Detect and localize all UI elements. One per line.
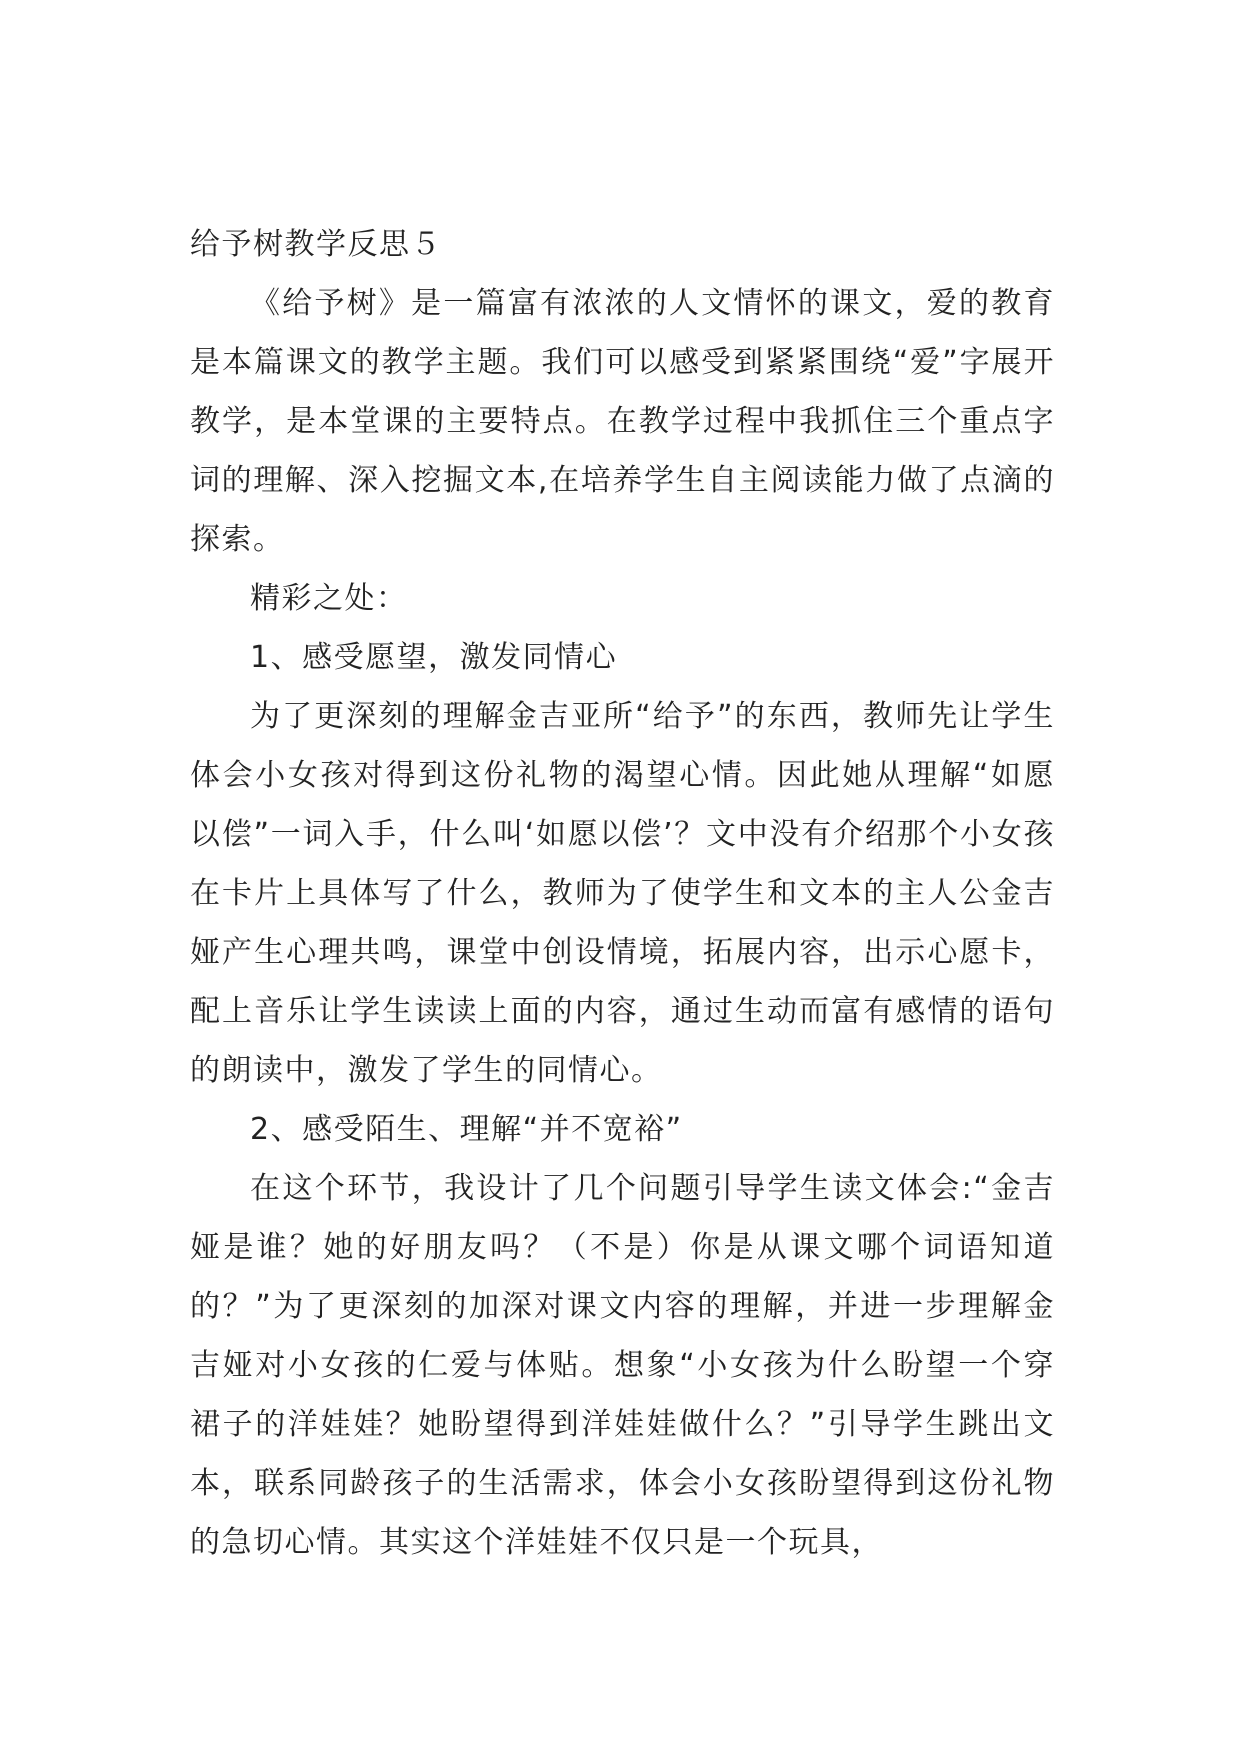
document-title: 给予树教学反思５: [190, 227, 442, 262]
paragraph-section-1-heading: 1、感受愿望，激发同情心: [250, 640, 618, 675]
paragraph-section-1-body: 为了更深刻的理解金吉亚所“给予”的东西，教师先让学生体会小女孩对得到这份礼物的渴望心情。因此她从理解“如愿以偿”一词入手，什么叫‘如愿以偿’？文中没有介绍那个小女孩在卡片上具体写了什么，教师为了使学生和文本的主人公金吉娅产生心理共鸣，课堂中创设情境，拓展内容，出示心愿卡，配上音乐让学生读读上面的内容，通过生动而富有感情的语句的朗读中，激发了学生的同情心。: [190, 699, 1055, 1088]
paragraph-section-2-heading: 2、感受陌生、理解“并不宽裕”: [250, 1112, 683, 1147]
paragraph-intro: 《给予树》是一篇富有浓浓的人文情怀的课文，爱的教育是本篇课文的教学主题。我们可以感受到紧紧围绕“爱”字展开教学，是本堂课的主要特点。在教学过程中我抓住三个重点字词的理解、深入挖掘文本,在培养学生自主阅读能力做了点滴的探索。: [190, 286, 1055, 557]
paragraph-section-2-body: 在这个环节，我设计了几个问题引导学生读文体会:“金吉娅是谁？她的好朋友吗？（不是）你是从课文哪个词语知道的？”为了更深刻的加深对课文内容的理解，并进一步理解金吉娅对小女孩的仁爱与体贴。想象“小女孩为什么盼望一个穿裙子的洋娃娃？她盼望得到洋娃娃做什么？”引导学生跳出文本，联系同龄孩子的生活需求，体会小女孩盼望得到这份礼物的急切心情。其实这个洋娃娃不仅只是一个玩具，: [190, 1171, 1055, 1560]
document-body: [190, 215, 1055, 1572]
paragraph-highlights-heading: 精彩之处：: [250, 581, 408, 616]
